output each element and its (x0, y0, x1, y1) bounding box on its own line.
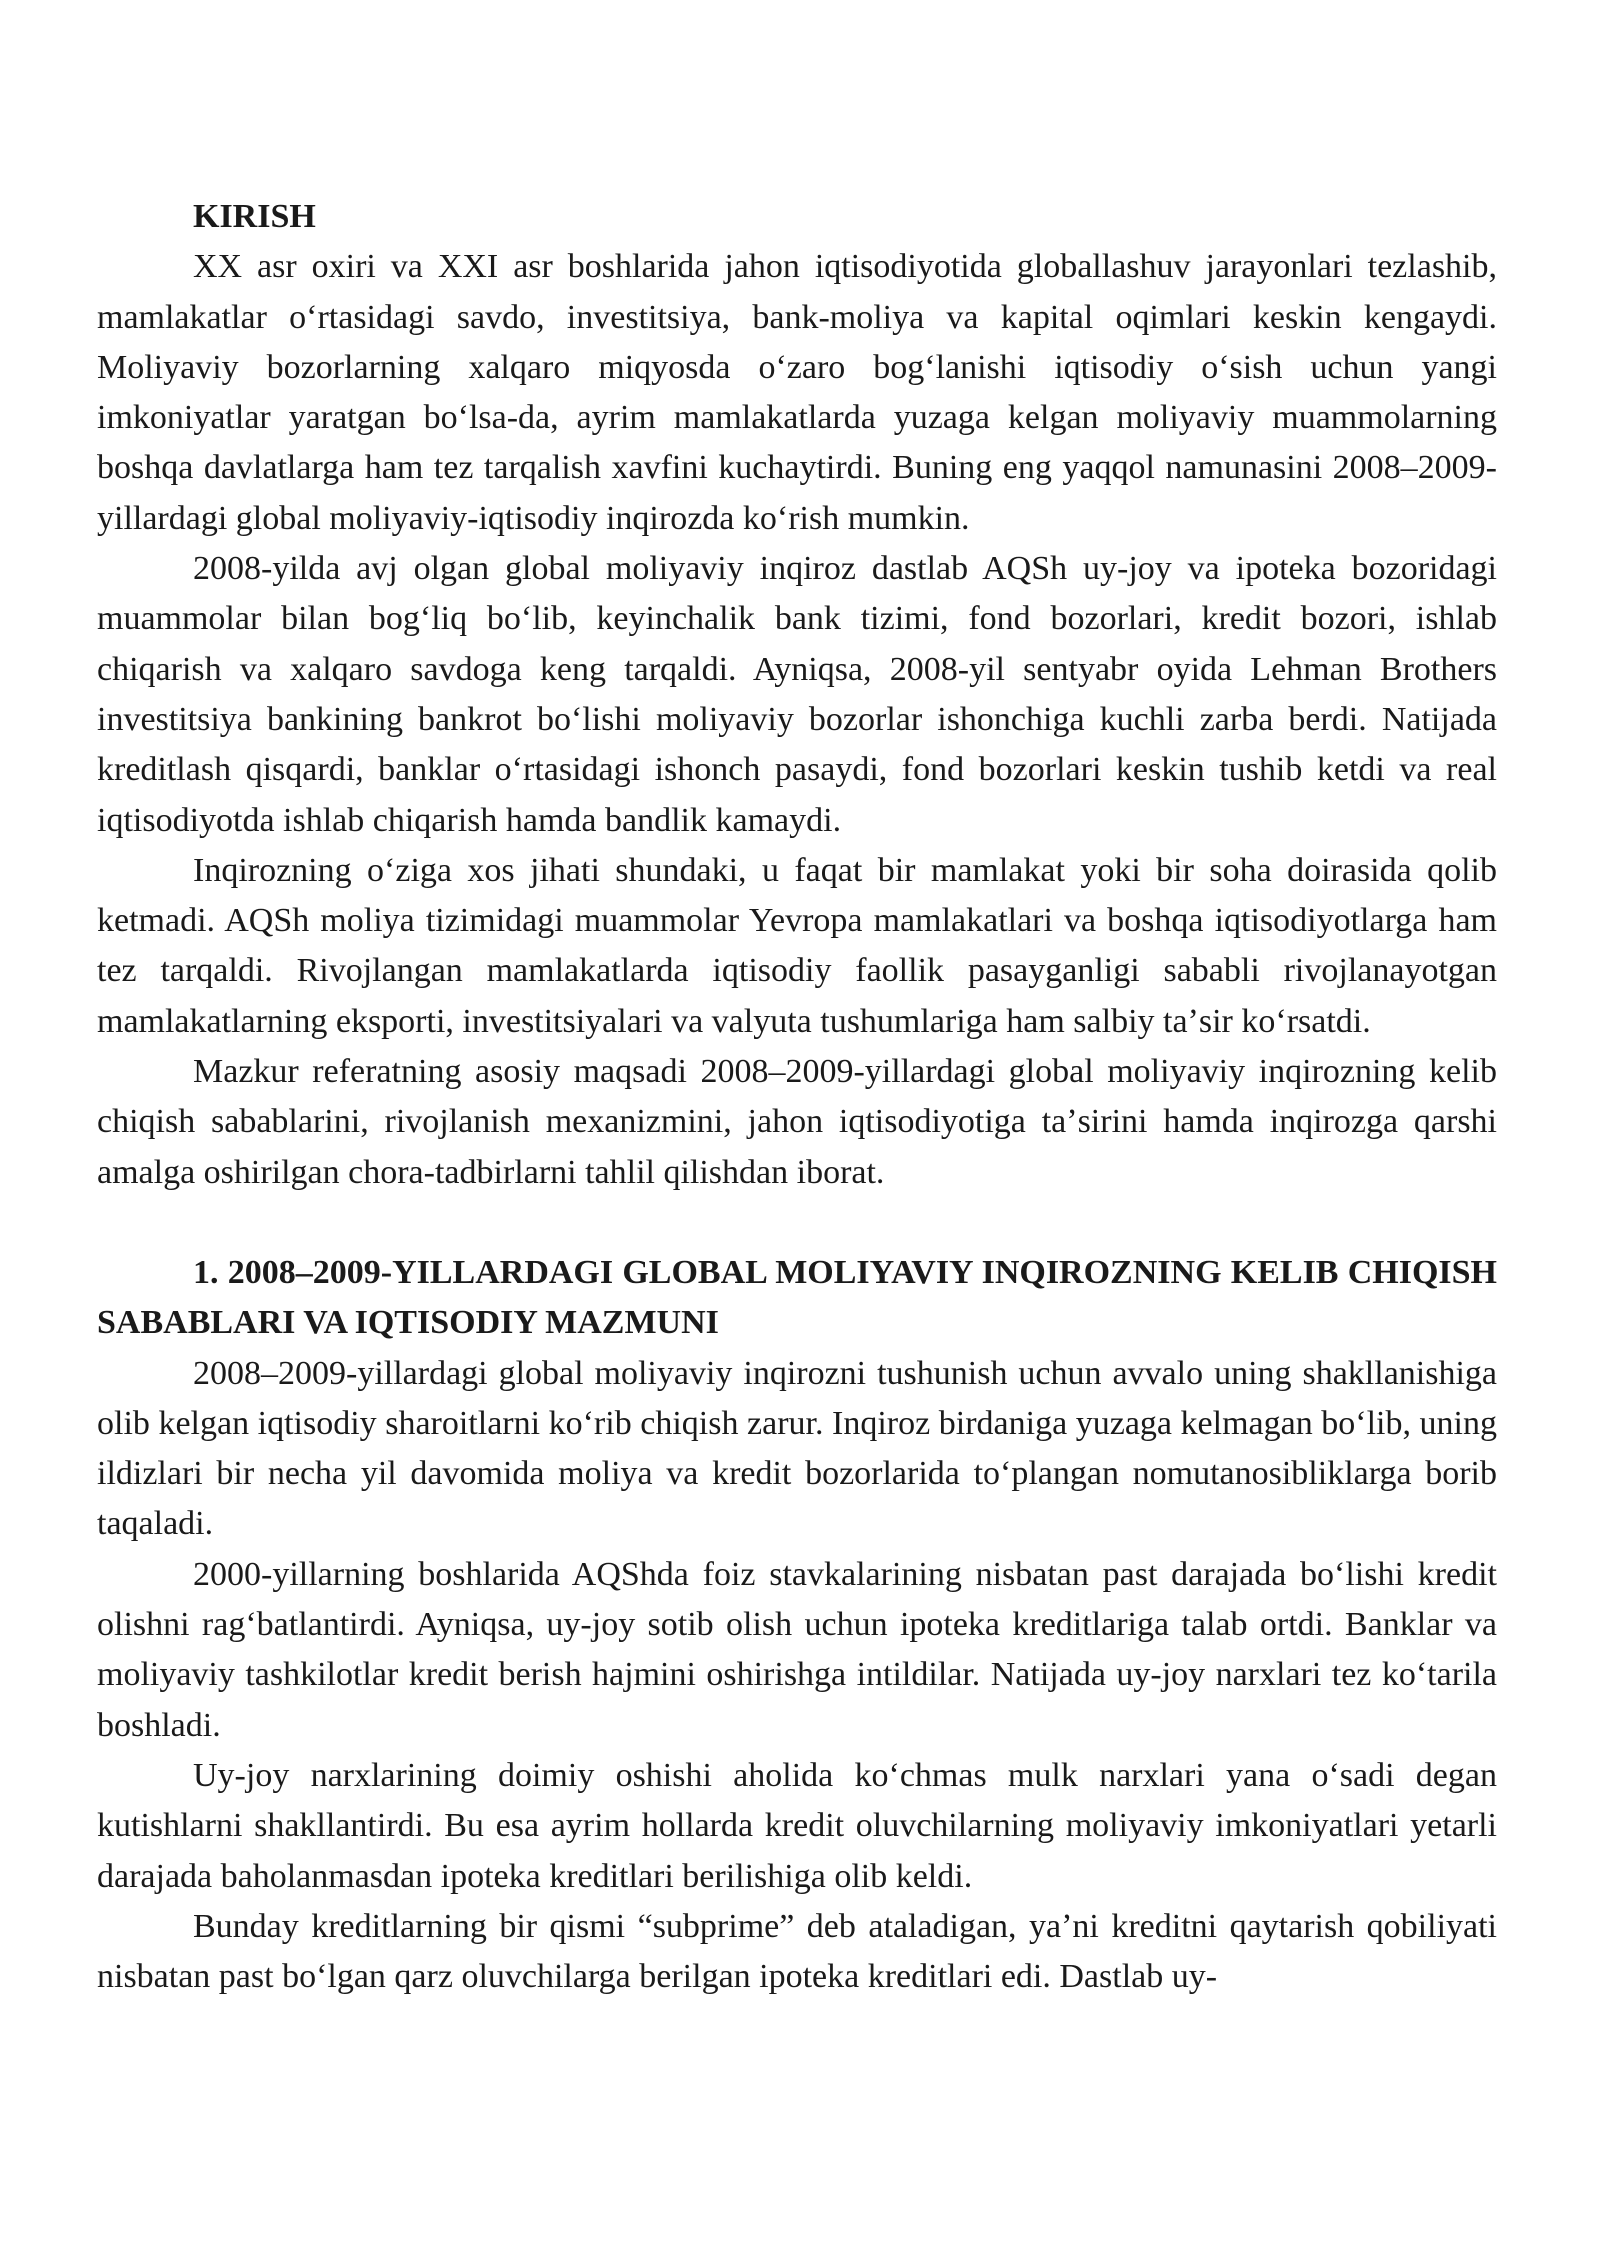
section-1-paragraph-4: Bunday kreditlarning bir qismi “subprime” deb ataladigan, yaʼni kreditni qaytarish qobiliyati nisbatan past boʻlgan qarz oluvchilarga berilgan ipoteka kreditlari edi. Dastlab uy- (97, 1907, 1497, 1996)
section-1-paragraph-3: Uy-joy narxlarining doimiy oshishi aholida koʻchmas mulk narxlari yana oʻsadi degan kutishlarni shakllantirdi. Bu esa ayrim hollarda kredit oluvchilarning moliyaviy imkoniyatlari yetarli darajada baholanmasdan ipoteka kreditlari berilishiga olib keldi. (97, 1756, 1497, 1895)
section-1-heading: 1. 2008–2009-YILLARDAGI GLOBAL MOLIYAVIY INQIROZNING KELIB CHIQISH SABABLARI VA IQTISODIY MAZMUNI (97, 1253, 1497, 1342)
section-1-paragraph-2: 2000-yillarning boshlarida AQShda foiz stavkalarining nisbatan past darajada boʻlishi kredit olishni ragʻbatlantirdi. Ayniqsa, uy-joy sotib olish uchun ipoteka kreditlariga talab ortdi. Banklar va moliyaviy tashkilotlar kredit berish hajmini oshirishga intildilar. Natijada uy-joy narxlari tez koʻtarila boshladi. (97, 1555, 1497, 1744)
intro-paragraph-2: 2008-yilda avj olgan global moliyaviy inqiroz dastlab AQSh uy-joy va ipoteka bozoridagi muammolar bilan bogʻliq boʻlib, keyinchalik bank tizimi, fond bozorlari, kredit bozori, ishlab chiqarish va xalqaro savdoga keng tarqaldi. Ayniqsa, 2008-yil sentyabr oyida Lehman Brothers investitsiya bankining bankrot boʻlishi moliyaviy bozorlar ishonchiga kuchli zarba berdi. Natijada kreditlash qisqardi, banklar oʻrtasidagi ishonch pasaydi, fond bozorlari keskin tushib ketdi va real iqtisodiyotda ishlab chiqarish hamda bandlik kamaydi. (97, 550, 1497, 839)
section-spacer (97, 1198, 1497, 1248)
intro-paragraph-3: Inqirozning oʻziga xos jihati shundaki, u faqat bir mamlakat yoki bir soha doirasida qolib ketmadi. AQSh moliya tizimidagi muammolar Yevropa mamlakatlari va boshqa iqtisodiyotlarga ham tez tarqaldi. Rivojlangan mamlakatlarda iqtisodiy faollik pasayganligi sababli rivojlanayotgan mamlakatlarning eksporti, investitsiyalari va valyuta tushumlariga ham salbiy taʼsir koʻrsatdi. (97, 851, 1497, 1040)
intro-heading: KIRISH (193, 198, 316, 235)
intro-paragraph-4: Mazkur referatning asosiy maqsadi 2008–2009-yillardagi global moliyaviy inqirozning kelib chiqish sabablarini, rivojlanish mexanizmini, jahon iqtisodiyotiga taʼsirini hamda inqirozga qarshi amalga oshirilgan chora-tadbirlarni tahlil qilishdan iborat. (97, 1053, 1497, 1191)
section-1-paragraph-1: 2008–2009-yillardagi global moliyaviy inqirozni tushunish uchun avvalo uning shakllanishiga olib kelgan iqtisodiy sharoitlarni koʻrib chiqish zarur. Inqiroz birdaniga yuzaga kelmagan boʻlib, uning ildizlari bir necha yil davomida moliya va kredit bozorlarida toʻplangan nomutanosibliklarga borib taqaladi. (97, 1354, 1497, 1543)
intro-paragraph-1: XX asr oxiri va XXI asr boshlarida jahon iqtisodiyotida globallashuv jarayonlari tezlashib, mamlakatlar oʻrtasidagi savdo, investitsiya, bank-moliya va kapital oqimlari keskin kengaydi. Moliyaviy bozorlarning xalqaro miqyosda oʻzaro bogʻlanishi iqtisodiy oʻsish uchun yangi imkoniyatlar yaratgan boʻlsa-da, ayrim mamlakatlarda yuzaga kelgan moliyaviy muammolarning boshqa davlatlarga ham tez tarqalish xavfini kuchaytirdi. Buning eng yaqqol namunasini 2008–2009-yillardagi global moliyaviy-iqtisodiy inqirozda koʻrish mumkin. (97, 248, 1497, 537)
document-page (97, 192, 1497, 2002)
